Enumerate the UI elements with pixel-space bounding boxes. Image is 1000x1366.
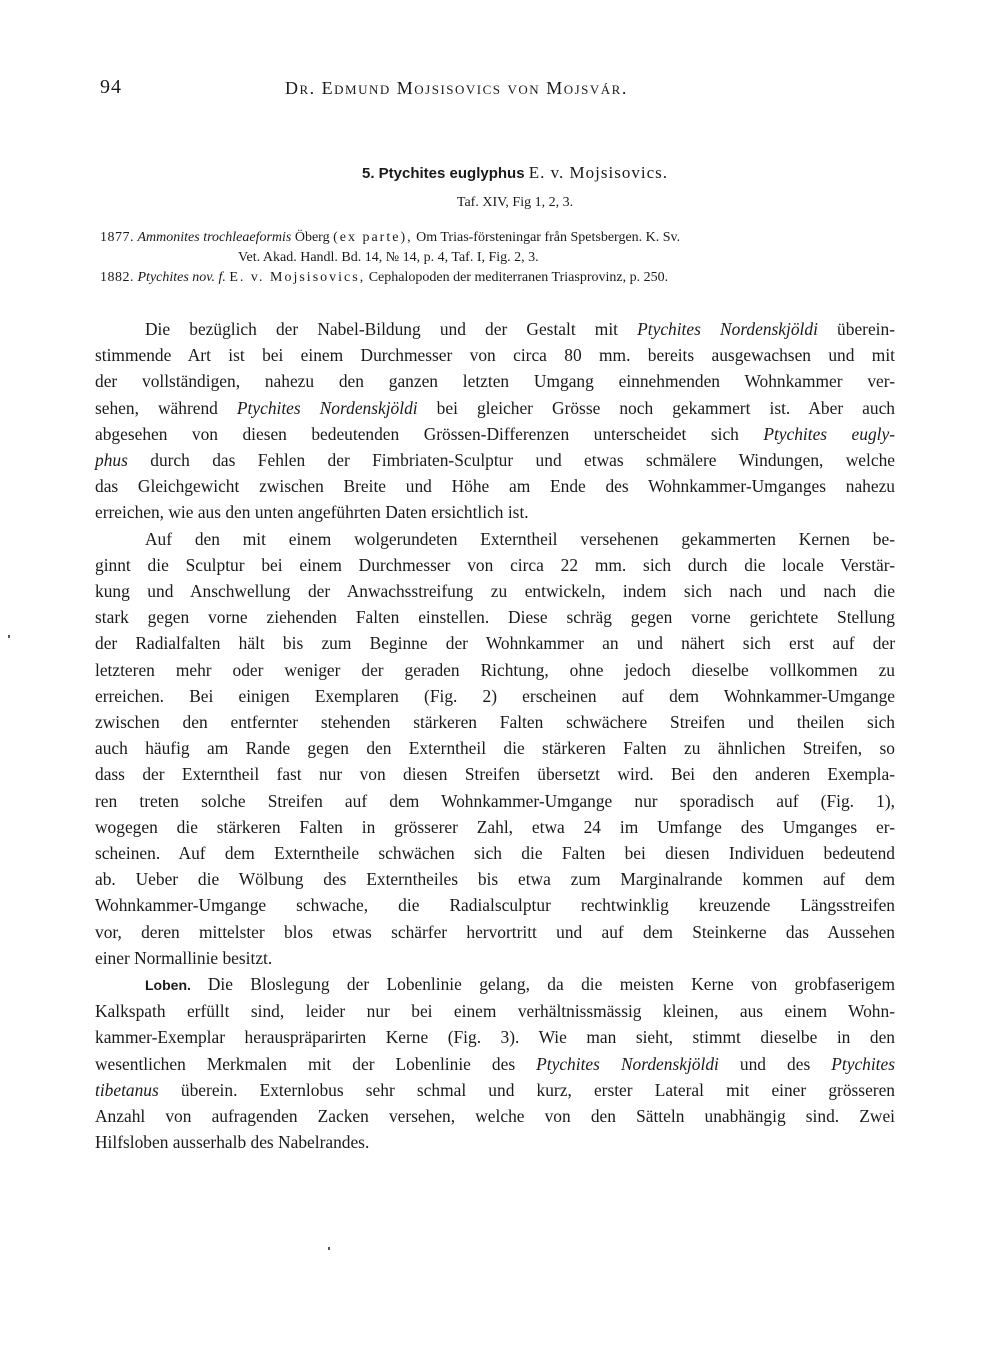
page-number: 94 [100, 76, 122, 98]
paragraph-description [95, 316, 895, 526]
text-line: Loben. Die Bloslegung der Lobenlinie gelang, da die meisten Kerne von grobfaserigem [145, 974, 895, 995]
paragraph-sculpture [95, 526, 895, 971]
paragraph-sutures [95, 971, 895, 1155]
synonymy-year: 1882. [100, 270, 134, 285]
text-line: Auf den mit einem wolgerundeten Externtheil versehenen gekammerten Kernen be- [145, 528, 895, 549]
synonymy-citation: Cephalopoden der mediterranen Triasprovinz, p. 250. [368, 270, 669, 285]
synonymy-line [100, 228, 900, 248]
synonymy-line [100, 268, 900, 288]
page-header [100, 76, 900, 106]
text-line: ginnt die Sculptur bei einem Durchmesser von circa 22 mm. sich durch die locale Verstär- [95, 554, 895, 575]
synonymy-qualifier: (ex parte), [333, 230, 413, 245]
text-line: scheinen. Auf dem Externtheile schwächen sich die Falten bei diesen Individuen bedeutend [95, 843, 895, 864]
text-line: phus durch das Fehlen der Fimbriaten-Sculptur und etwas schmälere Windungen, welche [95, 450, 895, 471]
text-line: Wohnkammer-Umgange schwache, die Radialsculptur rechtwinklig kreuzende Längsstreifen [95, 895, 895, 916]
text-line: ren treten solche Streifen auf dem Wohnkammer-Umgange nur sporadisch auf (Fig. 1), [95, 790, 895, 811]
body-text [95, 316, 895, 1156]
text-line: einer Normallinie besitzt. [95, 947, 273, 968]
plate-reference: Taf. XIV, Fig 1, 2, 3. [456, 195, 574, 210]
section-title [0, 163, 1000, 183]
text-line: der Radialfalten hält bis zum Beginne der Wohnkammer an und nähert sich erst auf der [95, 633, 895, 654]
text-line: ab. Ueber die Wölbung des Externtheiles bis etwa zum Marginalrande kommen auf dem [95, 869, 895, 890]
text-line: wogegen die stärkeren Falten in grösserer Zahl, etwa 24 im Umfange des Umganges er- [95, 816, 895, 837]
synonymy-citation-cont: Vet. Akad. Handl. Bd. 14, № 14, p. 4, Taf. I, Fig. 2, 3. [238, 250, 539, 265]
synonymy-year: 1877. [100, 230, 134, 245]
species-heading: 5. Ptychites euglyphus [361, 165, 525, 182]
text-line: tibetanus überein. Externlobus sehr schmal und kurz, erster Lateral mit einer grösseren [95, 1079, 895, 1100]
synonymy-entry [100, 228, 900, 268]
text-line: Hilfsloben ausserhalb des Nabelrandes. [95, 1132, 370, 1153]
text-line: kammer-Exemplar herauspräparirten Kerne (Fig. 3). Wie man sieht, stimmt dieselbe in den [95, 1027, 895, 1048]
text-line: auch häufig am Rande gegen den Externtheil die stärkeren Falten zu ähnlichen Streifen, so [95, 738, 895, 759]
synonymy-taxon: Ammonites trochleaeformis [137, 230, 292, 245]
text-line: zwischen den entfernter stehenden stärkeren Falten schwächere Streifen und theilen sich [95, 712, 895, 733]
text-line: Kalkspath erfüllt sind, leider nur bei einem verhältnissmässig kleinen, aus einem Wohn- [95, 1001, 895, 1022]
synonymy-list [100, 228, 900, 288]
scan-speck [328, 1247, 330, 1250]
text-line: Anzahl von aufragenden Zacken versehen, welche von den Sätteln unabhängig sind. Zwei [95, 1106, 895, 1127]
text-line: das Gleichgewicht zwischen Breite und Höhe am Ende des Wohnkammer-Umganges nahezu [95, 476, 895, 497]
text-line: erreichen, wie aus den unten angeführten Daten ersichtlich ist. [95, 502, 529, 523]
text-line: Die bezüglich der Nabel-Bildung und der Gestalt mit Ptychites Nordenskjöldi überein- [145, 319, 895, 339]
synonymy-author: Öberg [294, 230, 330, 245]
text-line: der vollständigen, nahezu den ganzen letzten Umgang einnehmenden Wohnkammer ver- [95, 371, 895, 392]
text-line: sehen, während Ptychites Nordenskjöldi bei gleicher Grösse noch gekammert ist. Aber auch [95, 397, 895, 418]
synonymy-entry [100, 268, 900, 288]
text-line: vor, deren mittelster blos etwas schärfer hervortritt und auf dem Steinkerne das Aussehen [95, 921, 895, 942]
run-in-heading: Loben. [145, 977, 208, 994]
text-line: letzteren mehr oder weniger der geraden Richtung, ohne jedoch dieselbe vollkommen zu [95, 659, 895, 680]
text-line: wesentlichen Merkmalen mit der Lobenlinie des Ptychites Nordenskjöldi und des Ptychites [95, 1053, 896, 1074]
text-line: kung und Anschwellung der Anwachsstreifung zu entwickeln, indem sich nach und nach die [95, 581, 895, 602]
species-author: E. v. Mojsisovics. [528, 163, 668, 182]
synonymy-citation: Om Trias-försteningar från Spetsbergen. K. Sv. [416, 230, 681, 245]
synonymy-taxon: Ptychites nov. f. [137, 270, 226, 285]
scan-speck [8, 635, 10, 638]
text-line: stark gegen vorne ziehenden Falten einstellen. Diese schräg gegen vorne gerichtete Stellung [95, 607, 895, 628]
text-line: erreichen. Bei einigen Exemplaren (Fig. 2) erscheinen auf dem Wohnkammer-Umgange [95, 685, 895, 706]
text-line: abgesehen von diesen bedeutenden Grössen-Differenzen unterscheidet sich Ptychites eugly- [95, 423, 895, 444]
synonymy-author: E. v. Mojsisovics, [229, 270, 366, 285]
text-line: stimmende Art ist bei einem Durchmesser von circa 80 mm. bereits ausgewachsen und mit [95, 345, 895, 366]
text-line: dass der Externtheil fast nur von diesen Streifen übersetzt wird. Bei den anderen Exempla- [95, 764, 895, 785]
running-head: Dr. Edmund Mojsisovics von Mojsvár. [285, 78, 628, 98]
